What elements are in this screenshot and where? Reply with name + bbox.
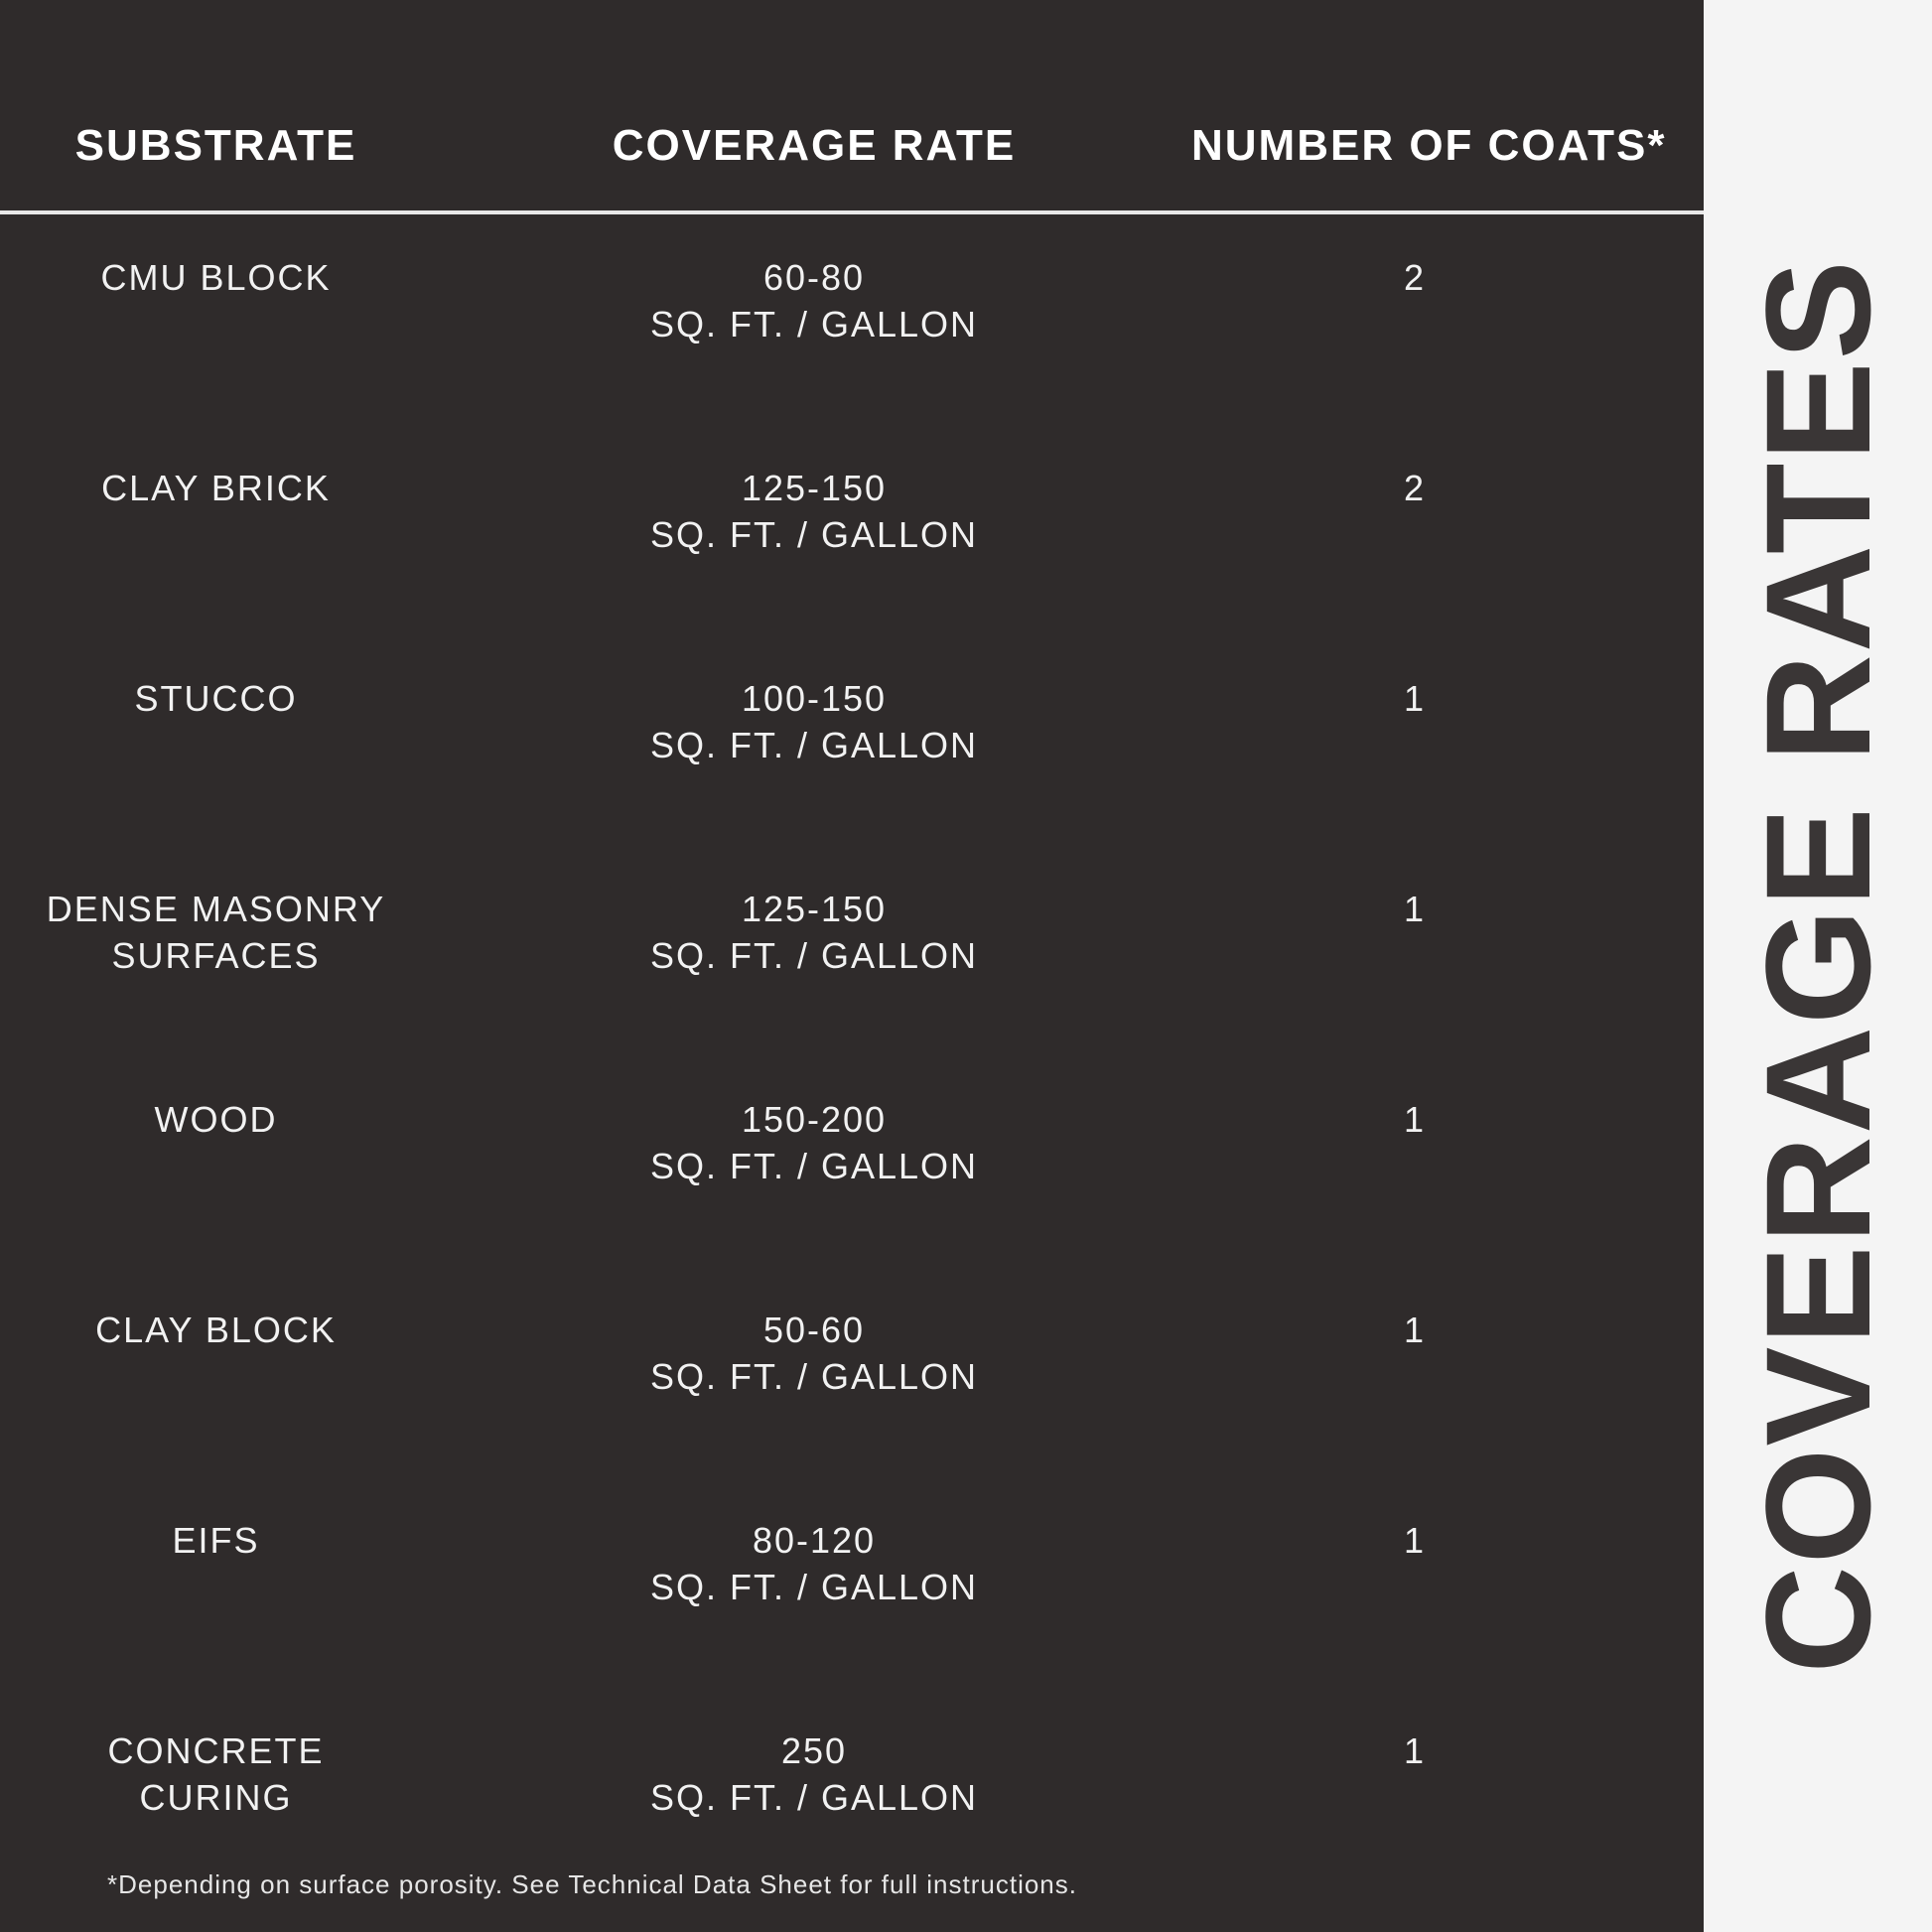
number-of-coats-cell [1281,465,1549,511]
substrate-cell [30,1727,402,1821]
substrate-label: CONCRETE [107,1730,325,1771]
coverage-rate-cell [556,1096,1072,1189]
table-row [0,1517,1704,1727]
coverage-rate-unit: SQ. FT. / GALLON [649,1777,979,1818]
substrate-cell [30,675,402,722]
coverage-rate-cell [556,254,1072,347]
table-row [0,1096,1704,1307]
table-row [0,1307,1704,1517]
substrate-label: DENSE MASONRY [46,889,386,929]
header-divider [0,210,1733,214]
coverage-rate-value: 250 [780,1730,848,1771]
number-of-coats-cell [1281,254,1549,301]
substrate-label: CMU BLOCK [100,257,332,298]
coverage-rate-unit: SQ. FT. / GALLON [649,1356,979,1397]
number-of-coats-cell [1281,886,1549,932]
coverage-rate-value: 60-80 [762,257,866,298]
header-substrate: SUBSTRATE [74,121,357,170]
number-of-coats-value: 1 [1403,1520,1427,1561]
table-row [0,254,1704,465]
footnote: *Depending on surface porosity. See Technical Data Sheet for full instructions. [107,1869,1077,1899]
header-number-of-coats: NUMBER OF COATS* [1191,121,1667,170]
coverage-rate-cell [556,1727,1072,1821]
substrate-label: WOOD [154,1099,278,1140]
coverage-rate-cell [556,465,1072,558]
number-of-coats-value: 2 [1403,257,1427,298]
number-of-coats-cell [1281,1727,1549,1774]
table-row [0,886,1704,1096]
table-row [0,1727,1704,1932]
number-of-coats-cell [1281,1307,1549,1353]
coverage-rate-unit: SQ. FT. / GALLON [649,935,979,976]
coverage-rate-unit: SQ. FT. / GALLON [649,304,979,345]
number-of-coats-cell [1281,675,1549,722]
substrate-cell [30,1517,402,1564]
number-of-coats-value: 1 [1403,889,1427,929]
table-header [0,121,1704,181]
coverage-rate-unit: SQ. FT. / GALLON [649,1567,979,1607]
coverage-rate-value: 150-200 [741,1099,888,1140]
substrate-cell [30,254,402,301]
coverage-rate-cell [556,1517,1072,1610]
coverage-rate-cell [556,886,1072,979]
substrate-label: EIFS [172,1520,260,1561]
substrate-cell [30,1307,402,1353]
number-of-coats-value: 1 [1403,1310,1427,1350]
number-of-coats-cell [1281,1096,1549,1143]
table-row [0,675,1704,886]
coverage-rate-value: 125-150 [741,468,888,508]
header-coverage-rate: COVERAGE RATE [612,121,1017,170]
substrate-cell [30,1096,402,1143]
substrate-cell [30,465,402,511]
side-title: COVERAGE RATES [1734,258,1901,1674]
coverage-rate-value: 125-150 [741,889,888,929]
number-of-coats-cell [1281,1517,1549,1564]
coverage-rate-unit: SQ. FT. / GALLON [649,725,979,765]
coverage-rate-cell [556,1307,1072,1400]
coverage-rate-unit: SQ. FT. / GALLON [649,514,979,555]
substrate-cell [30,886,402,979]
substrate-label: CLAY BLOCK [95,1310,337,1350]
substrate-label: CURING [139,1777,293,1818]
coverage-rate-value: 50-60 [762,1310,866,1350]
substrate-label: SURFACES [111,935,321,976]
coverage-rate-unit: SQ. FT. / GALLON [649,1146,979,1186]
table-row [0,465,1704,675]
number-of-coats-value: 1 [1403,1099,1427,1140]
coverage-rate-cell [556,675,1072,768]
coverage-rate-value: 100-150 [741,678,888,719]
number-of-coats-value: 2 [1403,468,1427,508]
substrate-label: STUCCO [134,678,298,719]
coverage-rate-value: 80-120 [752,1520,877,1561]
number-of-coats-value: 1 [1403,678,1427,719]
substrate-label: CLAY BRICK [101,468,331,508]
number-of-coats-value: 1 [1403,1730,1427,1771]
